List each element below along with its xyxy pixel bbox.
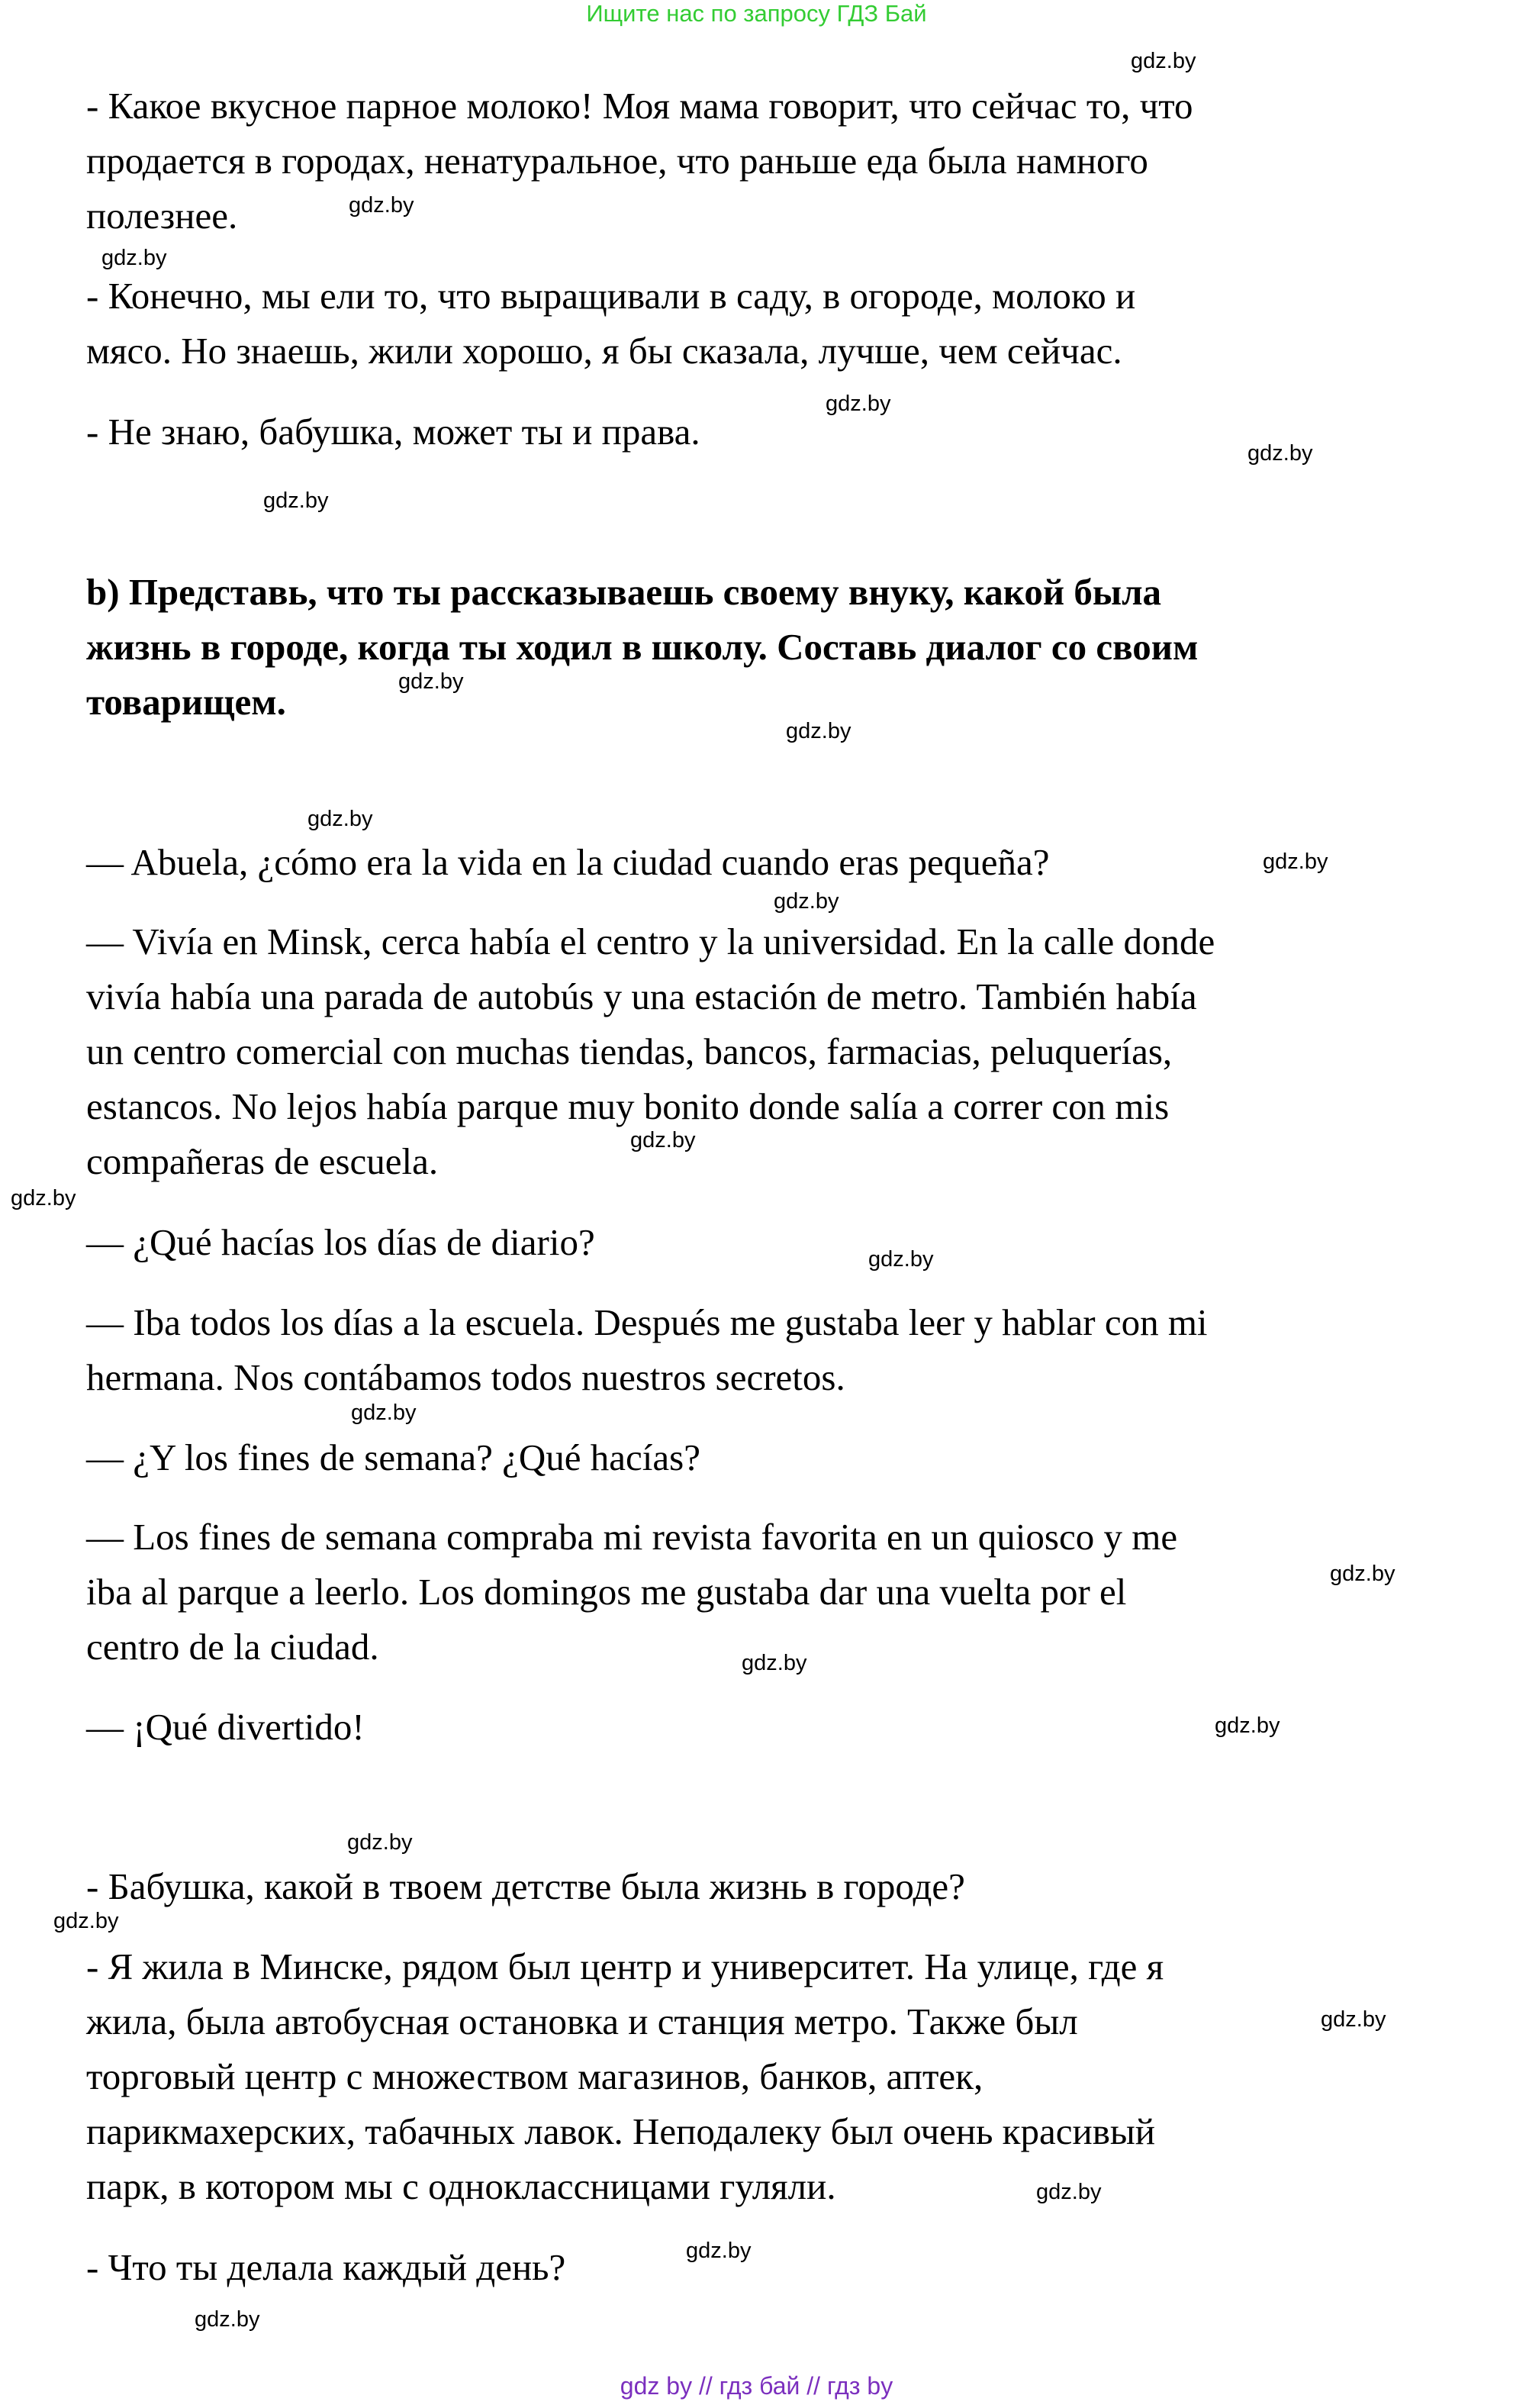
watermark: gdz.by	[351, 1401, 417, 1425]
watermark: gdz.by	[398, 669, 464, 694]
ru-dialog-2-line-1: - Бабушка, какой в твоем детстве была жизнь в городе?	[86, 1865, 965, 1907]
watermark: gdz.by	[1321, 2007, 1386, 2032]
watermark: gdz.by	[1263, 849, 1328, 874]
watermark: gdz.by	[307, 807, 373, 831]
watermark: gdz.by	[101, 246, 167, 270]
watermark: gdz.by	[774, 889, 839, 914]
watermark: gdz.by	[868, 1247, 934, 1272]
watermark: gdz.by	[742, 1651, 807, 1675]
watermark: gdz.by	[1036, 2180, 1102, 2204]
task-b-heading: b) Представь, что ты рассказываешь своему внуку, какой была жизнь в городе, когда ты ходил в школу. Составь диалог со своим товарищем.	[86, 571, 1199, 723]
watermark: gdz.by	[686, 2239, 752, 2263]
ru-dialog-1-line-3: - Не знаю, бабушка, может ты и права.	[86, 411, 700, 453]
es-dialog-line-3: — ¿Qué hacías los días de diario?	[86, 1221, 595, 1263]
es-dialog-line-5: — ¿Y los fines de semana? ¿Qué hacías?	[86, 1436, 700, 1478]
watermark: gdz.by	[347, 1830, 413, 1855]
watermark: gdz.by	[1215, 1713, 1280, 1738]
watermark: gdz.by	[630, 1128, 696, 1152]
watermark: gdz.by	[53, 1909, 119, 1933]
watermark: gdz.by	[195, 2307, 260, 2332]
watermark: gdz.by	[263, 488, 329, 513]
es-dialog-line-2: — Vivía en Minsk, cerca había el centro y la universidad. En la calle donde vivía había una parada de autobús y una estación de metro. También había un centro comercial con muchas tiendas, bancos, farmacias, peluquerías, estancos. No lejos había parque muy bonito donde salía a correr con mis compañeras de escuela.	[86, 920, 1215, 1182]
watermark: gdz.by	[1330, 1562, 1396, 1586]
watermark: gdz.by	[11, 1186, 76, 1210]
watermark: gdz.by	[1247, 441, 1313, 466]
ru-dialog-1-line-2: - Конечно, мы ели то, что выращивали в саду, в огороде, молоко и мясо. Но знаешь, жили хорошо, я бы сказала, лучше, чем сейчас.	[86, 275, 1136, 372]
ru-dialog-2-line-2: - Я жила в Минске, рядом был центр и университет. На улице, где я жила, была автобусная остановка и станция метро. Также был торговый центр с множеством магазинов, банков, аптек, парикмахерских, табачных лавок. Неподалеку был очень красивый парк, в котором мы с одноклассницами гуляли.	[86, 1945, 1164, 2207]
es-dialog-line-6: — Los fines de semana compraba mi revista favorita en un quiosco y me iba al parque a leerlo. Los domingos me gustaba dar una vuelta por el centro de la ciudad.	[86, 1516, 1178, 1668]
es-dialog-line-1: — Abuela, ¿cómo era la vida en la ciudad cuando eras pequeña?	[86, 841, 1050, 883]
footer-links: gdz by // гдз бай // гдз by	[620, 2372, 893, 2400]
top-banner: Ищите нас по запросу ГДЗ Бай	[586, 0, 927, 27]
es-dialog-line-4: — Iba todos los días a la escuela. Después me gustaba leer y hablar con mi hermana. Nos contábamos todos nuestros secretos.	[86, 1301, 1208, 1398]
es-dialog-line-7: — ¡Qué divertido!	[86, 1706, 365, 1748]
watermark: gdz.by	[786, 719, 851, 743]
watermark: gdz.by	[826, 392, 891, 416]
watermark: gdz.by	[1131, 49, 1196, 73]
ru-dialog-2-line-3: - Что ты делала каждый день?	[86, 2246, 566, 2288]
ru-dialog-1-line-1: - Какое вкусное парное молоко! Моя мама говорит, что сейчас то, что продается в городах, ненатуральное, что раньше еда была намного полезнее.	[86, 85, 1193, 237]
watermark: gdz.by	[349, 193, 414, 218]
